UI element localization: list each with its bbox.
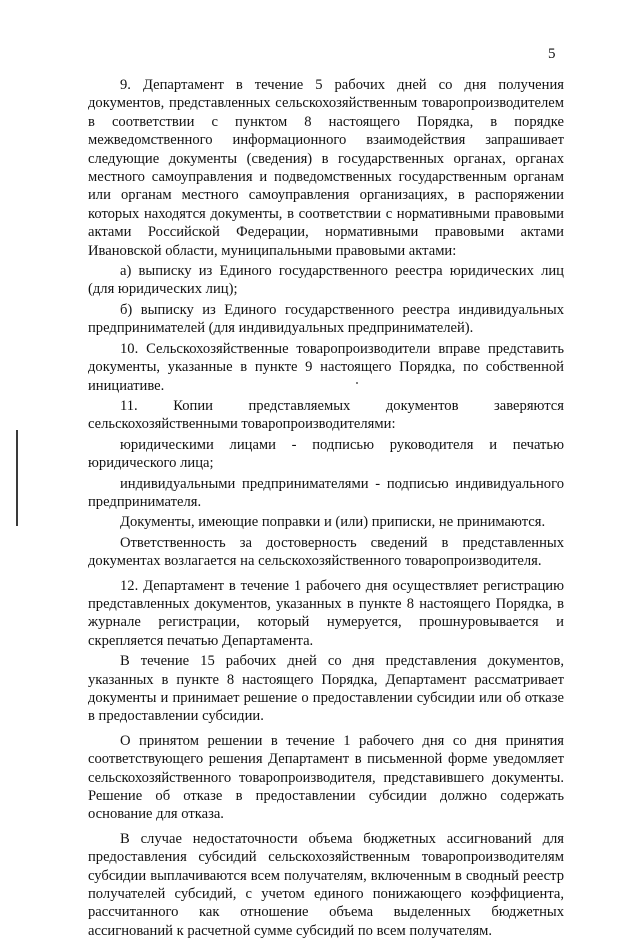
paragraph-11-entrepreneurs: индивидуальными предпринимателями - подписью индивидуального предпринимателя. — [88, 475, 564, 510]
paragraph-11-legal-entities: юридическими лицами - подписью руководителя и печатью юридического лица; — [88, 436, 564, 472]
paragraph-10: 10. Сельскохозяйственные товаропроизводители вправе представить документы, указанные в пункте 9 настоящего Порядка, по собственной инициативе. — [88, 340, 564, 394]
paragraph-12-insufficiency: В случае недостаточности объема бюджетных ассигнований для предоставления субсидий сельскохозяйственным товаропроизводителям субсидии выплачиваются всем получателям, включенным в сводный реестр получателей субсидий, с учетом единого понижающего коэффициента, рассчитанного как отношение объема выделенных бюджетных ассигнований к расчетной сумме субсидий по всем получателям. — [88, 830, 564, 939]
margin-scan-mark — [16, 430, 18, 526]
paragraph-11-responsibility: Ответственность за достоверность сведений в представленных документах возлагается на сельскохозяйственного товаропроизводителя. — [88, 534, 564, 570]
paragraph-12: 12. Департамент в течение 1 рабочего дня осуществляет регистрацию представленных документов, указанных в пункте 8 настоящего Порядка, в журнале регистрации, который нумеруется, прошнуровывается и скрепляется печатью Департамента. — [88, 577, 564, 649]
paragraph-11-corrections: Документы, имеющие поправки и (или) приписки, не принимаются. — [120, 514, 546, 531]
paragraph-9-item-a: а) выписку из Единого государственного реестра юридических лиц (для юридических лиц); — [88, 263, 564, 298]
paragraph-12-notification: О принятом решении в течение 1 рабочего дня со дня принятия соответствующего решения Департамент в письменной форме уведомляет сельскохозяйственного товаропроизводителя, представившего документы. Решение об отказе в предоставлении субсидии должно содержать основание для отказа. — [88, 732, 564, 823]
paragraph-11: 11. Копии представляемых документов заверяются сельскохозяйственными товаропроизводителями: — [88, 397, 564, 433]
document-body — [88, 76, 564, 942]
page-number: 5 — [548, 46, 556, 62]
paragraph-9: 9. Департамент в течение 5 рабочих дней со дня получения документов, представленных сельскохозяйственным товаропроизводителем в соответствии с пунктом 8 настоящего Порядка, в порядке межведомственного информационного взаимодействия запрашивает следующие документы (сведения) в государственных органах, органах местного самоуправления и подведомственных государственным органам или органам местного самоуправления организациях, в распоряжении которых находятся документы, в соответствии с нормативными правовыми актами Российской Федерации, нормативными правовыми актами Ивановской области, муниципальными правовыми актами: — [88, 77, 564, 259]
paragraph-12-review: В течение 15 рабочих дней со дня представления документов, указанных в пункте 8 настоящего Порядка, Департамент рассматривает документы и принимает решение о предоставлении субсидии или об отказе в предоставлении субсидии. — [88, 653, 564, 725]
paragraph-9-item-b: б) выписку из Единого государственного реестра индивидуальных предпринимателей (для индивидуальных предпринимателей). — [88, 301, 564, 337]
